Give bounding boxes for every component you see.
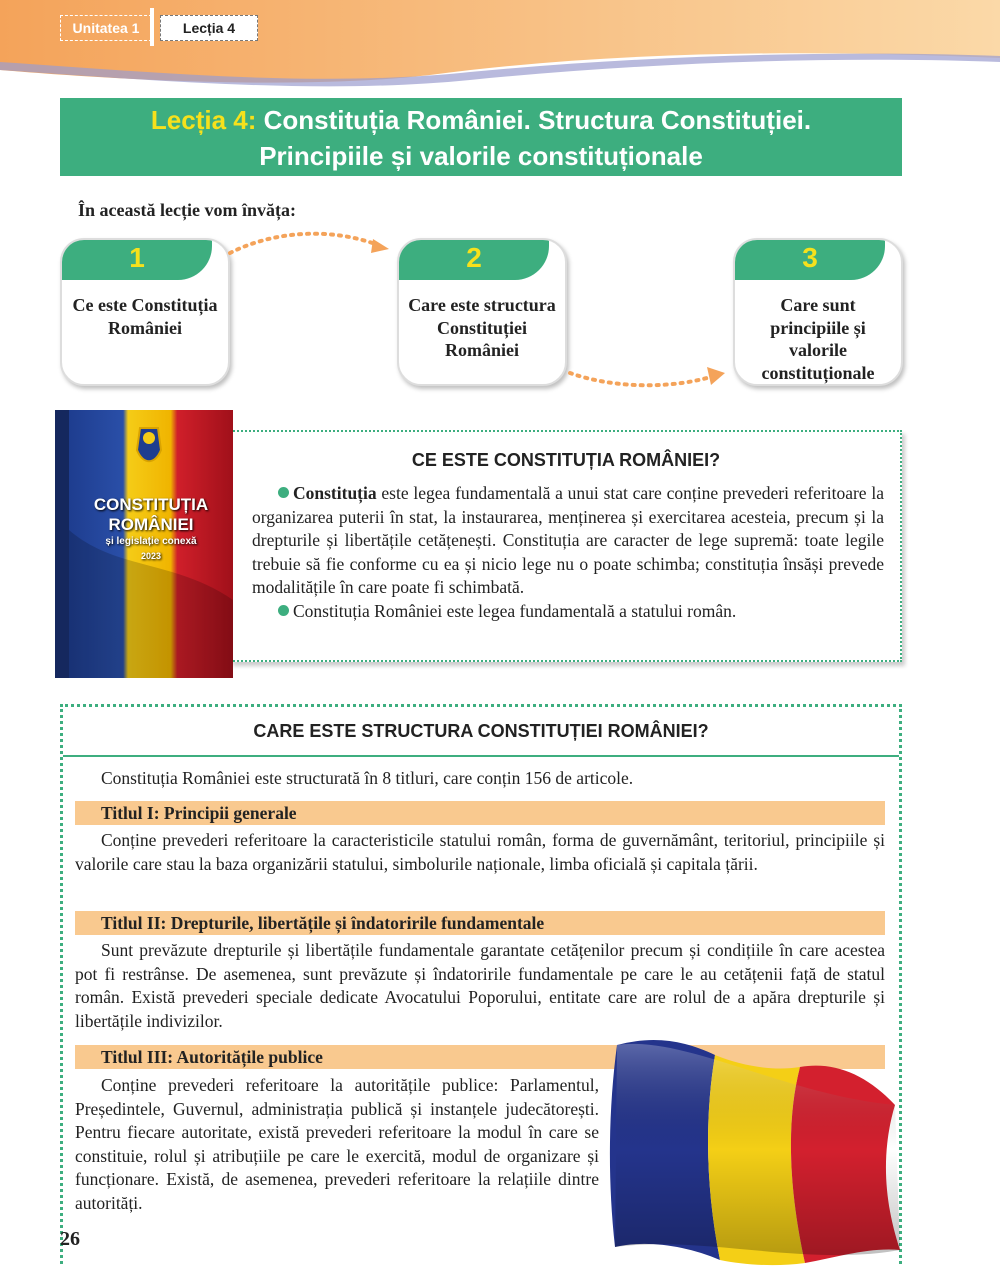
divider bbox=[63, 755, 899, 757]
book-subtitle: și legislație conexă bbox=[105, 536, 197, 547]
lesson-title-prefix: Lecția 4: bbox=[150, 105, 257, 135]
step-text: Care sunt principiile și valorile constituționale bbox=[761, 295, 875, 383]
step-card-1 bbox=[60, 238, 230, 386]
step-text: Ce este Constituția României bbox=[72, 295, 218, 338]
step-card-3 bbox=[733, 238, 903, 386]
step-number: 2 bbox=[466, 242, 482, 273]
page-number: 26 bbox=[60, 1228, 80, 1250]
step-card-2 bbox=[397, 238, 567, 386]
section-body bbox=[252, 482, 884, 623]
title-heading: Titlul II: Drepturile, libertățile și îndatoririle fundamentale bbox=[75, 911, 885, 935]
romanian-flag-image bbox=[605, 1035, 905, 1268]
arrow-right-icon bbox=[225, 225, 400, 265]
title-heading: Titlul III: Autoritățile publice bbox=[75, 1045, 885, 1069]
bullet-icon bbox=[278, 487, 289, 498]
section-title: CE ESTE CONSTITUȚIA ROMÂNIEI? bbox=[411, 450, 721, 470]
paragraph: Conține prevederi referitoare la autoritățile publice: Parlamentul, Președintele, Guvernul, administrația publică și instanțele judecătorești. Pentru fiecare autoritate, există prevederi referitoare la modul în care se constituie, rolul și atribuțiile pe care le exercită, modul de organizare și funcționare. Există, de asemenea, prevederi referitoare la relațiile dintre autorități. bbox=[75, 1075, 599, 1213]
lesson-title-line2: Principiile și valorile constituționale bbox=[259, 141, 703, 171]
step-text: Care este structura Constituției României bbox=[408, 295, 556, 360]
breadcrumb-divider bbox=[150, 8, 154, 46]
book-title: CONSTITUȚIA bbox=[93, 495, 209, 514]
paragraph: Sunt prevăzute drepturile și libertățile fundamentale garantate cetățenilor precum și condițiile în care acestea pot fi restrânse. De asemenea, sunt prevăzute și îndatoririle fundamentale pe care le au cetățenii față de statul român. Există prevederi speciale dedicate Avocatului Poporului, entitate care are rolul de a apăra drepturile și libertățile indivizilor. bbox=[75, 940, 885, 1031]
intro-text: În această lecție vom învăța: bbox=[78, 200, 296, 220]
step-number: 3 bbox=[802, 242, 818, 273]
breadcrumb-unit[interactable]: Unitatea 1 bbox=[60, 15, 152, 41]
lesson-title-line1: Constituția României. Structura Constituției. bbox=[263, 105, 812, 135]
book-year: 2023 bbox=[140, 551, 162, 561]
step-number: 1 bbox=[129, 242, 145, 273]
constitution-book-image bbox=[55, 410, 233, 678]
bullet-icon bbox=[278, 605, 289, 616]
arrow-right-icon bbox=[565, 355, 735, 395]
book-title: ROMÂNIEI bbox=[108, 515, 194, 534]
title-heading: Titlul I: Principii generale bbox=[75, 801, 885, 825]
section-what-is-constitution bbox=[230, 430, 902, 662]
breadcrumb-lesson[interactable]: Lecția 4 bbox=[160, 15, 258, 41]
section-title: CARE ESTE STRUCTURA CONSTITUȚIEI ROMÂNIEI? bbox=[253, 721, 709, 741]
paragraph: Conține prevederi referitoare la caracteristicile statului român, forma de guvernământ, teritoriul, principiile și valorile care stau la baza organizării statului, simbolurile naționale, limba oficială și capitala țării. bbox=[75, 830, 885, 874]
paragraph: Constituția României este legea fundamentală a statului român. bbox=[293, 600, 737, 621]
term-bold: Constituția bbox=[293, 483, 377, 503]
paragraph: Constituția României este structurată în 8 titluri, care conțin 156 de articole. bbox=[101, 768, 634, 788]
lesson-title bbox=[60, 98, 902, 176]
paragraph: este legea fundamentală a unui stat care conține prevederi referitoare la organizarea puterii în stat, la instaurarea, menținerea și exercitarea acesteia, precum și la drepturile și libertățile cetățenești. Constituția are caracter de lege supremă: toate legile trebuie să fie conforme cu ea și nicio lege nu o poate schimba; constituția însăși prevede modalitățile în care poate fi schimbată. bbox=[252, 483, 884, 597]
